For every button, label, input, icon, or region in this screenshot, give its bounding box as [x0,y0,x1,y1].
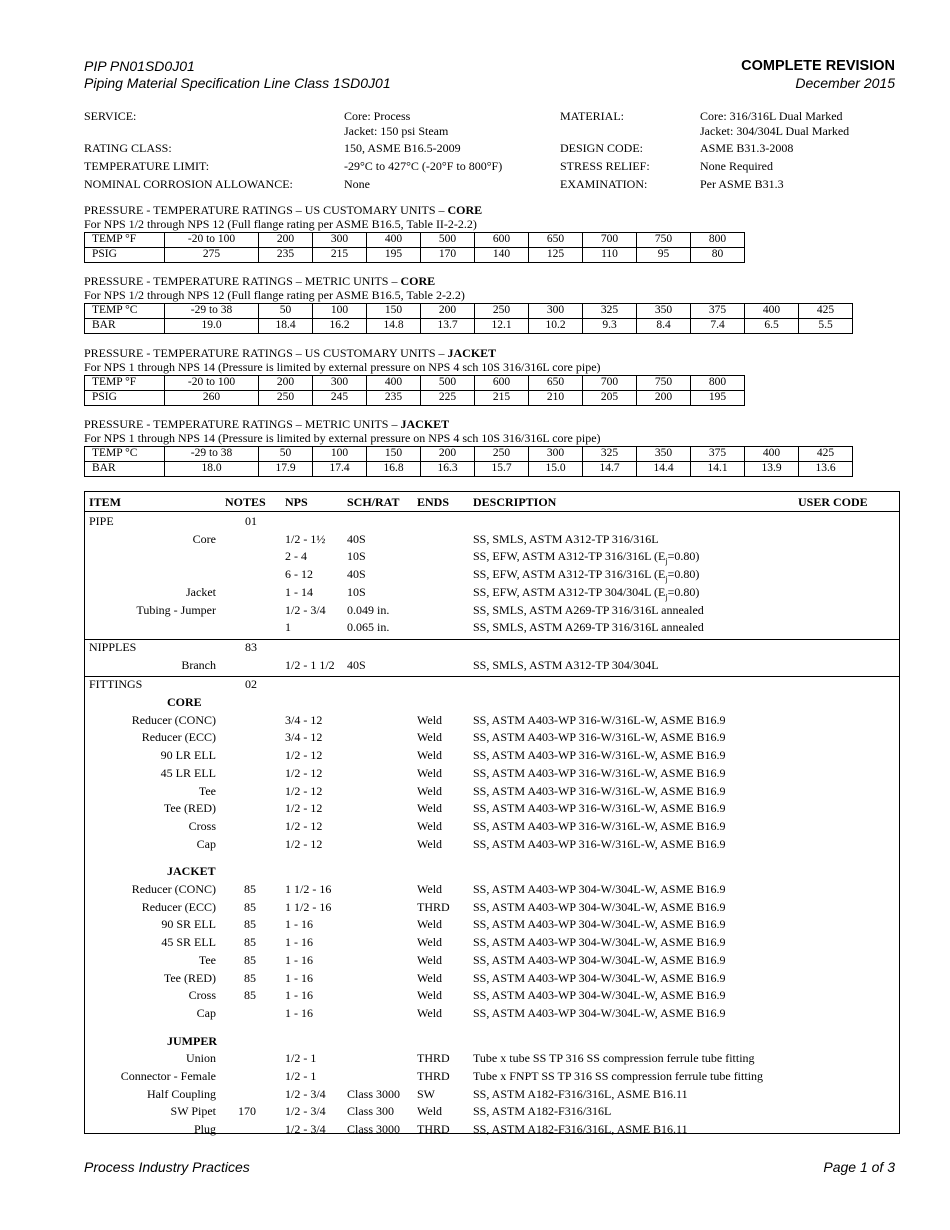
service-jacket: Jacket: 150 psi Steam [344,124,449,138]
rating-cell: 125 [529,248,583,263]
rating-cell: 250 [259,391,313,406]
item-nps: 1 1/2 - 16 [285,882,332,896]
rating-table-title [84,346,601,374]
item-nps: 1/2 - 1½ [285,531,326,546]
item-sch-rat: 40S [347,657,366,672]
rating-table-title [84,274,465,302]
item-name: Core [192,531,216,546]
item-nps: 1/2 - 3/4 [285,1104,326,1119]
item-notes: 85 [244,988,256,1003]
rating-cell: 325 [583,304,637,319]
rating-cell: 17.4 [313,462,367,477]
item-nps: 1/2 - 1 [285,1051,317,1066]
rating-cell: 750 [637,233,691,248]
rating-cell: 16.8 [367,462,421,477]
rating-cell: 9.3 [583,319,637,334]
item-ends: Weld [417,765,443,780]
rating-cell: 250 [475,304,529,319]
rating-title-emphasis: JACKET [447,346,497,360]
rating-cell: 18.4 [259,319,313,334]
rating-cell: 300 [313,233,367,248]
item-nps: 2 - 4 [285,549,307,564]
col-header-ends: ENDS [417,495,450,509]
item-sch-rat: 0.065 in. [347,620,390,635]
rating-table-note: For NPS 1 through NPS 14 (Pressure is limited by external pressure on NPS 4 sch 10S 316/316L core pipe) [84,431,601,445]
rating-table-note: For NPS 1/2 through NPS 12 (Full flange rating per ASME B16.5, Table II-2-2.2) [84,217,477,231]
item-nps: 1 - 16 [285,935,313,950]
rating-cell: 800 [691,233,745,248]
rating-row-label: TEMP °C [85,304,165,319]
item-ends: Weld [417,748,443,763]
item-nps: 3/4 - 12 [285,730,323,745]
item-description: SS, ASTM A403-WP 304-W/304L-W, ASME B16.9 [473,935,726,950]
rating-cell: 8.4 [637,319,691,334]
item-ends: Weld [417,801,443,816]
item-notes: 85 [244,952,256,967]
rating-cell: 650 [529,376,583,391]
item-ends: Weld [417,1104,443,1119]
rating-cell: 6.5 [745,319,799,334]
item-name: Reducer (CONC) [131,712,216,727]
header-divider [85,511,899,512]
item-name: 45 SR ELL [161,935,216,950]
rating-cell: 12.1 [475,319,529,334]
item-ends: Weld [417,882,443,896]
item-description: SS, SMLS, ASTM A312-TP 316/316L [473,531,659,546]
item-sch-rat: Class 3000 [347,1122,401,1137]
rating-cell: 14.7 [583,462,637,477]
item-nps: 1 [285,620,291,635]
section-notes: 02 [245,677,257,692]
section-notes: 01 [245,514,257,528]
item-sch-rat: 40S [347,567,366,582]
item-nps: 1/2 - 3/4 [285,1122,326,1137]
rating-cell: 13.9 [745,462,799,477]
item-notes: 85 [244,882,256,896]
item-name: 90 SR ELL [161,917,216,932]
item-ends: THRD [417,1051,450,1066]
item-nps: 1/2 - 1 [285,1069,317,1083]
item-name: Branch [181,657,216,672]
rating-cell: 150 [367,447,421,462]
rating-cell: 350 [637,304,691,319]
materials-table [84,491,900,1137]
item-nps: 1 - 16 [285,952,313,967]
rating-cell: 215 [313,248,367,263]
rating-cell: 195 [691,391,745,406]
item-ends: Weld [417,1005,443,1020]
item-nps: 1/2 - 12 [285,783,323,798]
rating-cell: 13.6 [799,462,853,477]
design-code-label: DESIGN CODE: [560,141,643,155]
item-name: Reducer (CONC) [131,882,216,896]
rating-title-text: PRESSURE - TEMPERATURE RATINGS – METRIC UNITS – [84,274,401,288]
item-nps: 1/2 - 3/4 [285,1086,326,1101]
rating-cell: 19.0 [165,319,259,334]
rating-cell: 100 [313,447,367,462]
item-ends: Weld [417,935,443,950]
item-ends: Weld [417,917,443,932]
item-name: Reducer (ECC) [141,899,216,914]
item-description: SS, ASTM A403-WP 316-W/316L-W, ASME B16.9 [473,801,726,816]
design-code-value: ASME B31.3-2008 [700,141,794,155]
item-nps: 1/2 - 12 [285,801,323,816]
item-description: Tube x FNPT SS TP 316 SS compression ferrule tube fitting [473,1069,764,1083]
item-description: SS, ASTM A403-WP 316-W/316L-W, ASME B16.9 [473,730,726,745]
rating-cell: 260 [165,391,259,406]
item-name: Connector - Female [120,1069,216,1083]
rating-cell: -29 to 38 [165,447,259,462]
revision-label: COMPLETE REVISION [741,58,895,74]
rating-cell: 225 [421,391,475,406]
corrosion-label: NOMINAL CORROSION ALLOWANCE: [84,177,293,191]
rating-cell: 14.8 [367,319,421,334]
rating-cell: 195 [367,248,421,263]
rating-table-note: For NPS 1/2 through NPS 12 (Full flange rating per ASME B16.5, Table 2-2.2) [84,288,465,302]
item-name: Plug [193,1122,216,1137]
rating-cell: 50 [259,447,313,462]
rating-table-row [85,304,853,319]
rating-table-row [85,391,745,406]
rating-table-row [85,319,853,334]
rating-cell: 300 [313,376,367,391]
item-ends: Weld [417,970,443,985]
item-nps: 1/2 - 1 1/2 [285,657,335,672]
item-sch-rat: Class 3000 [347,1086,401,1101]
rating-cell: 750 [637,376,691,391]
subsection-title: JUMPER [167,1033,217,1048]
section-title: PIPE [89,514,114,528]
rating-cell: 375 [691,447,745,462]
rating-table [84,375,745,406]
item-ends: Weld [417,712,443,727]
item-name: Tee [198,783,216,798]
temp-limit-value: -29°C to 427°C (-20°F to 800°F) [344,159,503,173]
item-description: SS, ASTM A403-WP 316-W/316L-W, ASME B16.9 [473,818,726,833]
rating-cell: 800 [691,376,745,391]
rating-cell: 400 [367,376,421,391]
document-header-right [741,58,895,92]
item-description: SS, EFW, ASTM A312-TP 316/316L $(E_j=0.80)$ [473,549,700,566]
item-nps: 1 - 16 [285,1005,313,1020]
rating-cell: 7.4 [691,319,745,334]
item-description: SS, ASTM A182-F316/316L [473,1104,612,1119]
item-name: SW Pipet [170,1104,216,1119]
col-header-sch-rat: SCH/RAT [347,495,400,509]
item-nps: 3/4 - 12 [285,712,323,727]
item-ends: Weld [417,952,443,967]
item-nps: 1/2 - 12 [285,765,323,780]
item-name: Tee (RED) [163,970,216,985]
item-nps: 1 - 16 [285,917,313,932]
item-notes: 85 [244,917,256,932]
stress-relief-label: STRESS RELIEF: [560,159,650,173]
rating-table-row [85,462,853,477]
document-header-left [84,58,391,92]
subsection-title: JACKET [167,864,216,879]
item-nps: 1 - 16 [285,970,313,985]
col-header-description: DESCRIPTION [473,495,557,509]
rating-cell: 140 [475,248,529,263]
rating-row-label: PSIG [85,248,165,263]
section-notes: 83 [245,639,257,654]
item-name: 45 LR ELL [160,765,216,780]
rating-table-row [85,233,745,248]
item-description: SS, SMLS, ASTM A312-TP 304/304L [473,657,659,672]
item-description: SS, ASTM A403-WP 304-W/304L-W, ASME B16.9 [473,1005,726,1020]
col-header-nps: NPS [285,495,308,509]
rating-cell: 400 [367,233,421,248]
rating-table-title [84,203,482,231]
item-description: SS, ASTM A182-F316/316L, ASME B16.11 [473,1122,688,1137]
item-description: SS, ASTM A403-WP 316-W/316L-W, ASME B16.9 [473,712,726,727]
rating-cell: 110 [583,248,637,263]
rating-cell: 80 [691,248,745,263]
item-nps: 1 - 14 [285,584,313,599]
rating-cell: 16.3 [421,462,475,477]
rating-cell: 200 [421,447,475,462]
item-description: SS, ASTM A182-F316/316L, ASME B16.11 [473,1086,688,1101]
item-sch-rat: 40S [347,531,366,546]
item-description: SS, ASTM A403-WP 304-W/304L-W, ASME B16.9 [473,970,726,985]
item-description: Tube x tube SS TP 316 SS compression ferrule tube fitting [473,1051,755,1066]
doc-title: Piping Material Specification Line Class 1SD0J01 [84,75,391,91]
rating-cell: -20 to 100 [165,233,259,248]
item-description: SS, ASTM A403-WP 316-W/316L-W, ASME B16.9 [473,783,726,798]
item-name: Union [186,1051,216,1066]
item-nps: 1 - 16 [285,988,313,1003]
rating-table [84,232,745,263]
rating-cell: 14.4 [637,462,691,477]
rating-title-text: PRESSURE - TEMPERATURE RATINGS – METRIC UNITS – [84,417,401,431]
item-name: Jacket [186,584,216,599]
footer-organization: Process Industry Practices [84,1159,250,1175]
rating-cell: -20 to 100 [165,376,259,391]
rating-cell: 425 [799,304,853,319]
rating-cell: 250 [475,447,529,462]
col-header-item: ITEM [89,495,122,509]
rating-row-label: TEMP °F [85,233,165,248]
rating-cell: 600 [475,376,529,391]
rating-title-emphasis: CORE [447,203,483,217]
item-notes: 85 [244,970,256,985]
rating-title-text: PRESSURE - TEMPERATURE RATINGS – US CUSTOMARY UNITS – [84,203,448,217]
rating-cell: 150 [367,304,421,319]
rating-cell: 10.2 [529,319,583,334]
rating-cell: 15.0 [529,462,583,477]
item-description: SS, ASTM A403-WP 304-W/304L-W, ASME B16.9 [473,952,726,967]
rating-cell: 50 [259,304,313,319]
rating-cell: 200 [637,391,691,406]
rating-cell: 300 [529,304,583,319]
item-nps: 1/2 - 12 [285,748,323,763]
material-jacket: Jacket: 304/304L Dual Marked [700,124,850,138]
item-description: SS, ASTM A403-WP 316-W/316L-W, ASME B16.9 [473,748,726,763]
rating-cell: 245 [313,391,367,406]
material-label: MATERIAL: [560,109,624,123]
rating-table-title [84,417,601,445]
rating-cell: 200 [259,233,313,248]
section-title: NIPPLES [89,639,137,654]
rating-table-note: For NPS 1 through NPS 14 (Pressure is limited by external pressure on NPS 4 sch 10S 316/316L core pipe) [84,360,601,374]
item-ends: Weld [417,730,443,745]
rating-cell: 235 [259,248,313,263]
rating-cell: 215 [475,391,529,406]
rating-table-row [85,248,745,263]
rating-cell: 400 [745,447,799,462]
rating-cell: 700 [583,233,637,248]
item-sch-rat: 0.049 in. [347,602,390,617]
rating-table-row [85,376,745,391]
rating-cell: 275 [165,248,259,263]
rating-row-label: PSIG [85,391,165,406]
rating-cell: 18.0 [165,462,259,477]
item-description: SS, ASTM A403-WP 316-W/316L-W, ASME B16.9 [473,765,726,780]
rating-value: 150, ASME B16.5-2009 [344,141,461,155]
rating-label: RATING CLASS: [84,141,172,155]
rating-cell: 375 [691,304,745,319]
item-description: SS, ASTM A403-WP 304-W/304L-W, ASME B16.9 [473,899,726,914]
rating-cell: 300 [529,447,583,462]
temp-limit-label: TEMPERATURE LIMIT: [84,159,210,173]
revision-date: December 2015 [795,75,895,91]
rating-cell: 13.7 [421,319,475,334]
rating-cell: 16.2 [313,319,367,334]
item-sch-rat: Class 300 [347,1104,395,1119]
section-divider [85,676,899,677]
corrosion-value: None [344,177,370,191]
rating-cell: 15.7 [475,462,529,477]
rating-cell: 14.1 [691,462,745,477]
doc-id: PIP PN01SD0J01 [84,58,195,74]
rating-cell: 425 [799,447,853,462]
rating-table [84,446,853,477]
item-ends: THRD [417,1122,450,1137]
item-nps: 1/2 - 12 [285,818,323,833]
rating-cell: 350 [637,447,691,462]
material-core: Core: 316/316L Dual Marked [700,109,843,123]
item-ends: Weld [417,818,443,833]
rating-row-label: BAR [85,319,165,334]
rating-row-label: BAR [85,462,165,477]
rating-cell: 235 [367,391,421,406]
rating-row-label: TEMP °F [85,376,165,391]
col-header-user-code: USER CODE [798,495,868,509]
rating-title-text: PRESSURE - TEMPERATURE RATINGS – US CUSTOMARY UNITS – [84,346,448,360]
item-sch-rat: 10S [347,584,366,599]
rating-cell: 210 [529,391,583,406]
item-sch-rat: 10S [347,549,366,564]
rating-cell: 325 [583,447,637,462]
item-nps: 1/2 - 3/4 [285,602,326,617]
item-description: SS, ASTM A403-WP 304-W/304L-W, ASME B16.9 [473,882,726,896]
item-nps: 1/2 - 12 [285,836,323,851]
footer-page-number: Page 1 of 3 [823,1159,895,1175]
item-name: 90 LR ELL [160,748,216,763]
item-ends: THRD [417,899,450,914]
rating-cell: 500 [421,376,475,391]
rating-cell: 200 [259,376,313,391]
item-description: SS, EFW, ASTM A312-TP 304/304L $(E_j=0.80)$ [473,584,700,602]
rating-cell: 500 [421,233,475,248]
rating-cell: 700 [583,376,637,391]
item-name: Cap [196,1005,216,1020]
rating-cell: -29 to 38 [165,304,259,319]
item-name: Tee (RED) [163,801,216,816]
rating-table-row [85,447,853,462]
rating-title-emphasis: CORE [400,274,436,288]
examination-value: Per ASME B31.3 [700,177,784,191]
item-name: Tee [198,952,216,967]
item-ends: SW [417,1086,435,1101]
service-core: Core: Process [344,109,411,123]
item-description: SS, SMLS, ASTM A269-TP 316/316L annealed [473,620,704,635]
rating-cell: 200 [421,304,475,319]
item-name: Reducer (ECC) [141,730,216,745]
rating-cell: 170 [421,248,475,263]
stress-relief-value: None Required [700,159,773,173]
item-name: Cross [188,988,216,1003]
item-name: Cap [196,836,216,851]
item-notes: 85 [244,899,256,914]
col-header-notes: NOTES [225,495,266,509]
service-label: SERVICE: [84,109,137,123]
item-description: SS, ASTM A403-WP 316-W/316L-W, ASME B16.9 [473,836,726,851]
item-ends: Weld [417,988,443,1003]
item-description: SS, ASTM A403-WP 304-W/304L-W, ASME B16.9 [473,988,726,1003]
item-name: Half Coupling [147,1086,216,1101]
rating-cell: 205 [583,391,637,406]
rating-cell: 95 [637,248,691,263]
item-nps: 6 - 12 [285,567,313,582]
rating-cell: 17.9 [259,462,313,477]
item-description: SS, ASTM A403-WP 304-W/304L-W, ASME B16.9 [473,917,726,932]
item-name: Cross [188,818,216,833]
examination-label: EXAMINATION: [560,177,648,191]
section-title: FITTINGS [89,677,143,692]
item-nps: 1 1/2 - 16 [285,899,332,914]
rating-title-emphasis: JACKET [400,417,450,431]
rating-row-label: TEMP °C [85,447,165,462]
item-ends: Weld [417,836,443,851]
subsection-title: CORE [167,695,202,709]
item-notes: 85 [244,935,256,950]
rating-table [84,303,853,334]
section-divider [85,639,899,640]
rating-cell: 100 [313,304,367,319]
item-description: SS, SMLS, ASTM A269-TP 316/316L annealed [473,602,704,617]
item-ends: THRD [417,1069,450,1083]
rating-cell: 650 [529,233,583,248]
item-notes: 170 [238,1104,256,1119]
item-name: Tubing - Jumper [136,602,216,617]
rating-cell: 400 [745,304,799,319]
rating-cell: 600 [475,233,529,248]
item-description: SS, EFW, ASTM A312-TP 316/316L $(E_j=0.80)$ [473,567,700,584]
item-ends: Weld [417,783,443,798]
rating-cell: 5.5 [799,319,853,334]
